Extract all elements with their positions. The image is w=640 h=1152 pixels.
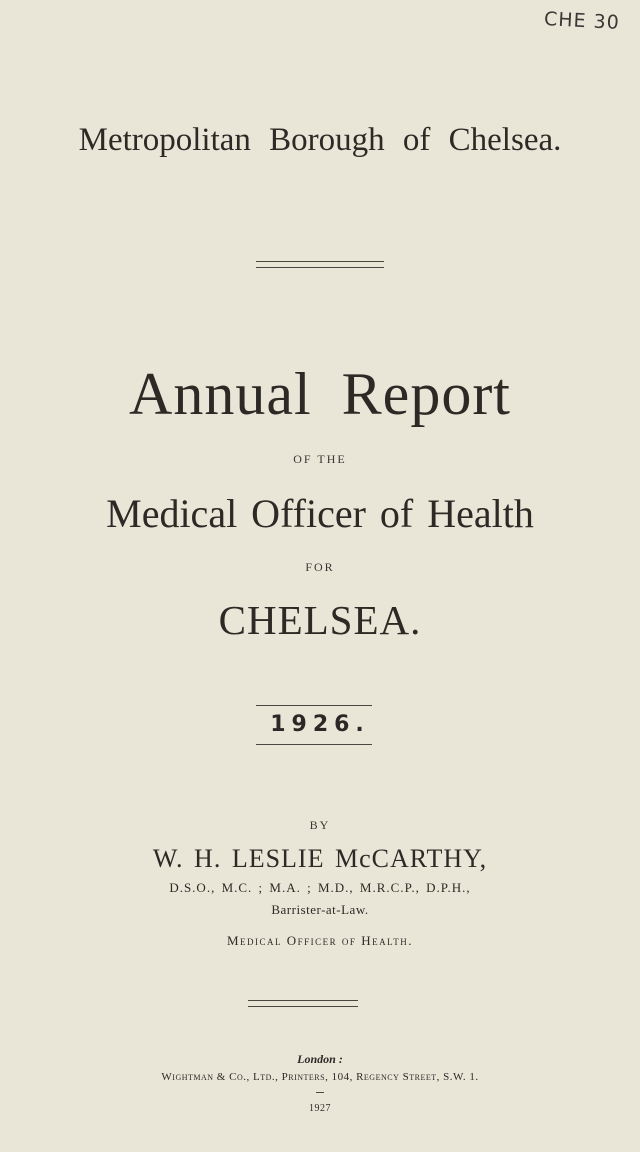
author-qualifications: D.S.O., M.C. ; M.A. ; M.D., M.R.C.P., D.P.H., bbox=[169, 880, 471, 895]
imprint-dash bbox=[316, 1092, 324, 1093]
author-office: Medical Officer of Health. bbox=[226, 933, 413, 948]
author-name: W. H. LESLIE McCARTHY, bbox=[152, 844, 488, 873]
of-the-label: OF THE bbox=[293, 452, 347, 466]
by-label: BY bbox=[309, 818, 331, 832]
for-label: FOR bbox=[305, 560, 335, 574]
imprint-printers-text: Wightman & Co., Ltd., Printers, 104, Regency Street, S.W. 1. bbox=[161, 1071, 479, 1083]
imprint-year: 1927 bbox=[309, 1103, 331, 1114]
report-year: 1926. bbox=[270, 712, 370, 737]
borough-heading: Metropolitan Borough of Chelsea. bbox=[78, 122, 562, 158]
double-rule-top bbox=[256, 261, 384, 268]
double-rule-bottom bbox=[248, 1000, 358, 1007]
place-heading: CHELSEA. bbox=[218, 597, 422, 643]
report-title: Annual Report bbox=[129, 361, 511, 427]
imprint-city: London : bbox=[297, 1052, 343, 1066]
imprint-printers bbox=[0, 1071, 640, 1083]
year-rule-top bbox=[256, 705, 372, 706]
year-rule-bottom bbox=[256, 744, 372, 745]
officer-heading: Medical Officer of Health bbox=[106, 491, 534, 536]
catalog-number: CHE 30 bbox=[543, 8, 621, 34]
author-barrister: Barrister-at-Law. bbox=[271, 902, 369, 917]
